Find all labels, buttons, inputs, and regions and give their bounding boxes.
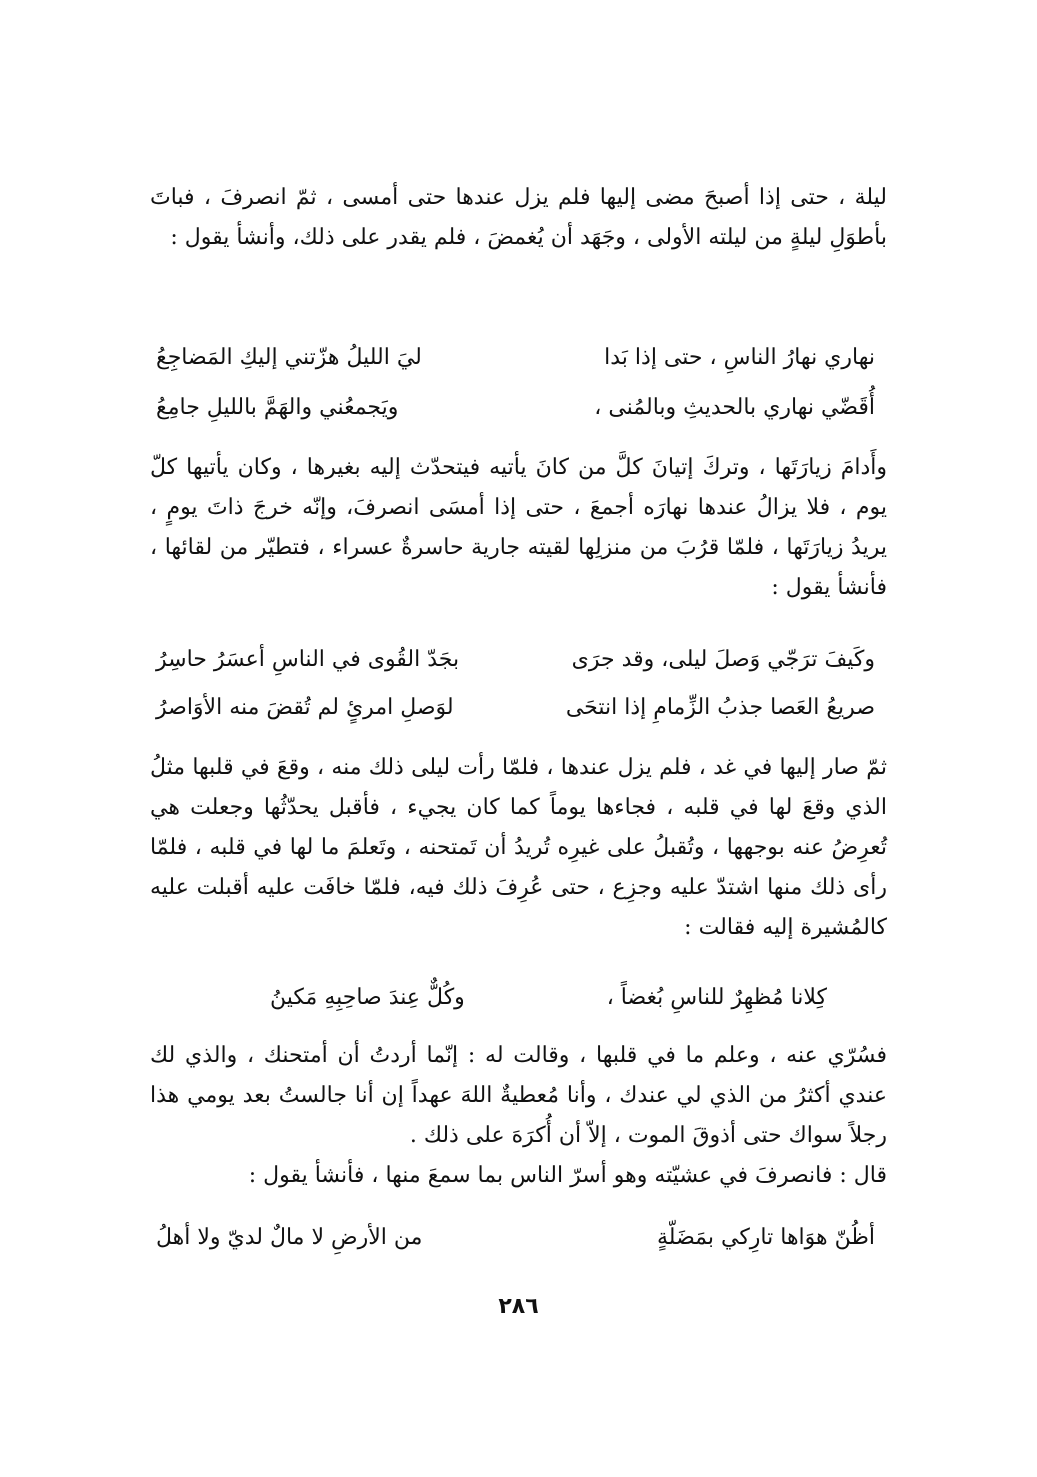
verse-second-hemistich: من الأرضِ لا مالٌ لديّ ولا أهلُ bbox=[156, 1225, 423, 1250]
verse-line-5 bbox=[150, 978, 887, 1018]
verse-line-2 bbox=[150, 388, 887, 428]
paragraph-2 bbox=[150, 448, 887, 608]
verse-first-hemistich: أُقَضّي نهاري بالحديثِ وبالمُنى ، bbox=[594, 395, 875, 420]
paragraph-text: ليلة ، حتى إذا أصبحَ مضى إليها فلم يزل عندها حتى أمسى ، ثمّ انصرفَ ، فباتَ بأطوَلِ ليلةٍ من ليلته الأولى ، وجَهَد أن يُغمضَ ، فلم يقدر على ذلك، وأنشأ يقول : bbox=[150, 185, 887, 250]
paragraph-text: وأَدامَ زيارَتَها ، وتركَ إتيانَ كلَّ من كانَ يأتيه فيتحدّث إليه بغيرها ، وكان يأتيها كلّ يوم ، فلا يزالُ عندها نهارَه أجمعَ ، حتى إذا أمسَى انصرفَ، وإنّه خرجَ ذاتَ يومٍ ، يريدُ زيارَتَها ، فلمّا قرُبَ من منزلِها لقيته جارية حاسرةٌ عسراء ، فتطيّر من لقائها ، فأنشأ يقول : bbox=[150, 455, 887, 600]
verse-second-hemistich: لوَصلِ امرئٍ لم تُقضَ منه الأوَاصرُ bbox=[156, 695, 454, 720]
paragraph-text: قال : فانصرفَ في عشيّته وهو أسرّ الناس بما سمعَ منها ، فأنشأ يقول : bbox=[248, 1163, 887, 1188]
verse-first-hemistich: نهاري نهارُ الناسِ ، حتى إذا بَدا bbox=[604, 345, 875, 370]
paragraph-text: فسُرّي عنه ، وعلم ما في قلبها ، وقالت له : إنّما أردتُ أن أمتحنك ، والذي لك عندي أكثرُ من الذي لي عندك ، وأنا مُعطيةٌ اللهَ عهداً إن أنا جالستُ بعد يومي هذا رجلاً سواك حتى أذوقَ الموت ، إلاّ أن أُكرَهَ على ذلك . bbox=[150, 1043, 887, 1148]
verse-first-hemistich: وكَيفَ ترَجّي وَصلَ ليلى، وقد جرَى bbox=[571, 647, 875, 672]
verse-second-hemistich: ليَ الليلُ هزّتني إليكِ المَضاجِعُ bbox=[156, 345, 422, 370]
verse-line-6 bbox=[150, 1218, 887, 1258]
page-number: ٢٨٦ bbox=[498, 1294, 539, 1319]
verse-first-hemistich: صريعُ العَصا جذبُ الزِّمامِ إذا انتحَى bbox=[565, 695, 875, 720]
paragraph-3 bbox=[150, 748, 887, 948]
paragraph-text: ثمّ صار إليها في غد ، فلم يزل عندها ، فلمّا رأت ليلى ذلك منه ، وقعَ في قلبها مثلُ الذي وقعَ لها في قلبه ، فجاءها يوماً كما كان يجيء ، فأقبل يحدّثُها وجعلت هي تُعرِضُ عنه بوجهها ، وتُقبلُ على غيرِه تُريدُ أن تَمتحنه ، وتَعلمَ ما لها في قلبه ، فلمّا رأى ذلك منها اشتدّ عليه وجزِع ، حتى عُرِفَ ذلك فيه، فلمّا خافَت عليه أقبلت عليه كالمُشيرة إليه فقالت : bbox=[150, 755, 887, 940]
verse-second-hemistich: وكُلٌّ عِندَ صاحِبِهِ مَكينُ bbox=[270, 985, 465, 1010]
verse-second-hemistich: بجَدّ القُوى في الناسِ أعسَرُ حاسِرُ bbox=[156, 647, 460, 672]
paragraph-4 bbox=[150, 1036, 887, 1196]
verse-line-1 bbox=[150, 338, 887, 378]
verse-first-hemistich: كِلانا مُظهِرٌ للناسِ بُغضاً ، bbox=[606, 985, 827, 1010]
verse-line-3 bbox=[150, 640, 887, 680]
paragraph-1 bbox=[150, 178, 887, 258]
verse-line-4 bbox=[150, 688, 887, 728]
verse-second-hemistich: ويَجمعُني والهَمَّ بالليلِ جامِعُ bbox=[156, 395, 399, 420]
verse-first-hemistich: أظُنّ هوَاها تارِكي بمَضَلّةٍ bbox=[657, 1225, 875, 1250]
